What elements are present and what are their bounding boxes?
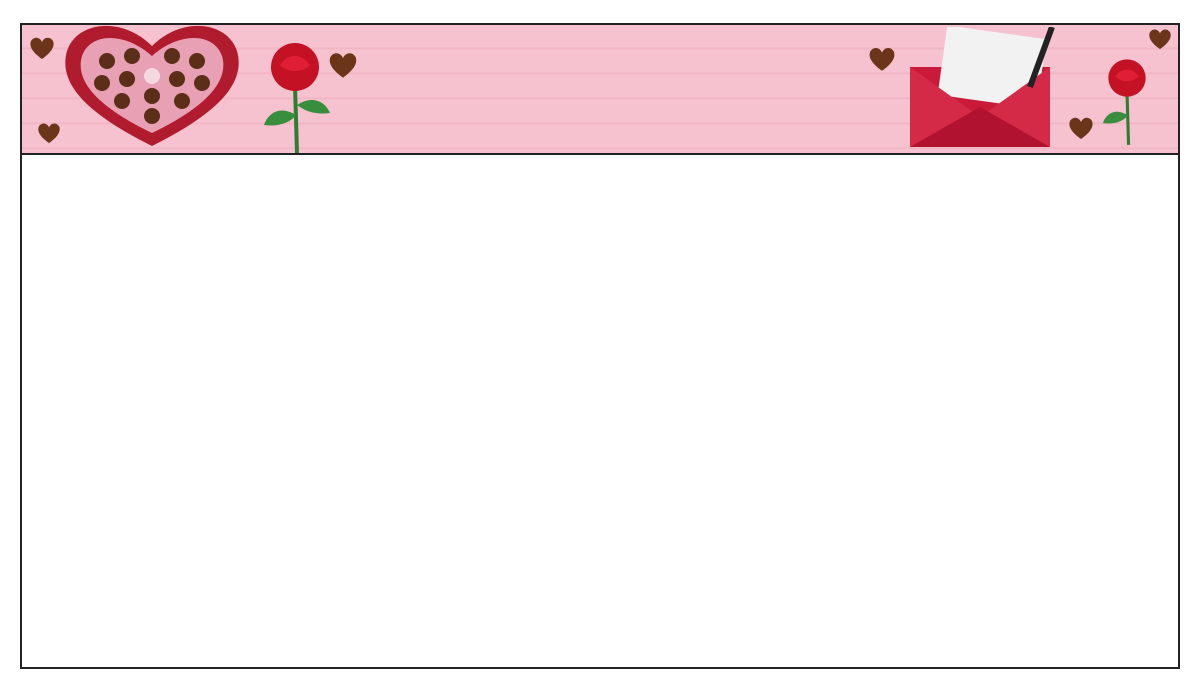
chocolate-heart-icon	[28, 35, 56, 61]
chocolate-box-icon	[52, 25, 252, 151]
calendar	[20, 23, 1180, 669]
calendar-grid	[22, 153, 1178, 667]
chocolate-heart-icon	[867, 45, 897, 73]
chocolate-heart-icon	[1067, 115, 1095, 141]
chocolate-heart-icon	[327, 50, 359, 80]
chocolate-heart-icon	[1147, 27, 1173, 51]
rose-icon	[1092, 45, 1162, 153]
month-banner	[22, 25, 1178, 155]
chocolate-heart-icon	[36, 121, 62, 145]
weekday-header	[20, 0, 1180, 22]
envelope-icon	[902, 27, 1072, 151]
